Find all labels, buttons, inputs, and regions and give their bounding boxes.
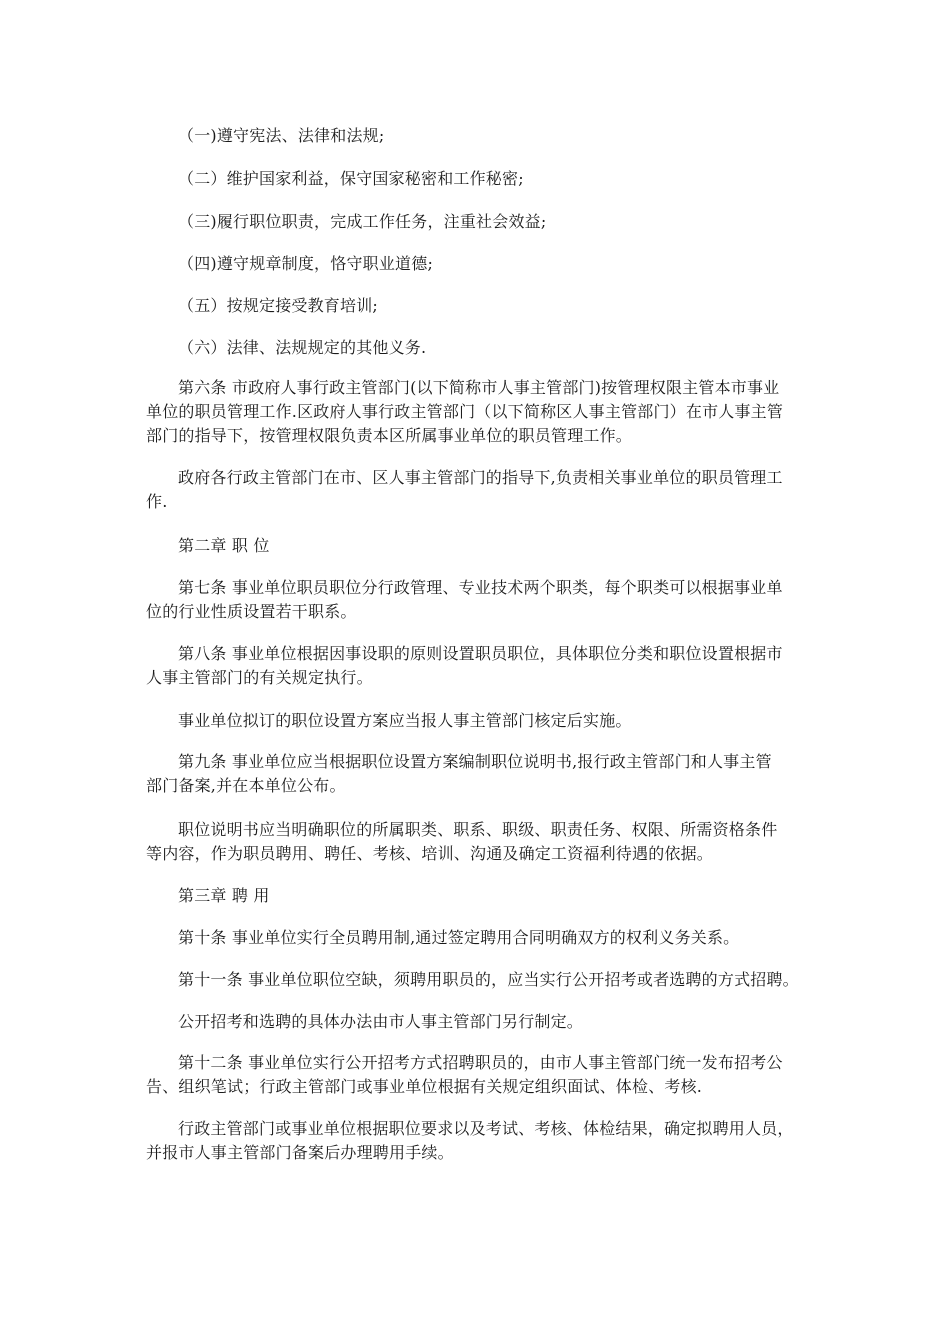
- text-line: 部门备案,并在本单位公布。: [146, 776, 346, 795]
- text-line: 公开招考和选聘的具体办法由市人事主管部门另行制定。: [178, 1012, 584, 1031]
- obligation-item-1: [146, 124, 858, 148]
- text-line: （五）按规定接受教育培训;: [178, 296, 378, 315]
- text-line: （四)遵守规章制度，恪守职业道德;: [178, 254, 434, 273]
- text-line: 第七条 事业单位职员职位分行政管理、专业技术两个职类，每个职类可以根据事业单: [178, 578, 783, 597]
- text-line: 位的行业性质设置若干职系。: [146, 602, 357, 621]
- text-line: 政府各行政主管部门在市、区人事主管部门的指导下,负责相关事业单位的职员管理工: [178, 468, 783, 487]
- text-line: （二）维护国家利益，保守国家秘密和工作秘密;: [178, 169, 524, 188]
- text-line: 单位的职员管理工作.区政府人事行政主管部门（以下简称区人事主管部门）在市人事主管: [146, 402, 784, 421]
- text-line: 第八条 事业单位根据因事设职的原则设置职员职位，具体职位分类和职位设置根据市: [178, 644, 783, 663]
- article-6-paragraph-2: [146, 466, 826, 514]
- article-10: [146, 926, 858, 950]
- article-12-paragraph-2: [146, 1117, 826, 1165]
- article-8-paragraph-2: [146, 709, 858, 733]
- article-12: [146, 1051, 826, 1099]
- article-9: [146, 750, 826, 798]
- text-line: 等内容，作为职员聘用、聘任、考核、培训、沟通及确定工资福利待遇的依据。: [146, 844, 714, 863]
- text-line: 作.: [146, 492, 168, 511]
- text-line: 告、组织笔试；行政主管部门或事业单位根据有关规定组织面试、体检、考核.: [146, 1077, 703, 1096]
- text-line: 第二章 职 位: [178, 536, 270, 555]
- obligation-item-2: [146, 167, 858, 191]
- article-9-paragraph-2: [146, 818, 826, 866]
- chapter-3-heading: [146, 884, 858, 908]
- text-line: 部门的指导下，按管理权限负责本区所属事业单位的职员管理工作。: [146, 426, 633, 445]
- article-11: [146, 968, 858, 992]
- article-6: [146, 376, 826, 448]
- text-line: （三)履行职位职责，完成工作任务，注重社会效益;: [178, 212, 547, 231]
- text-line: 并报市人事主管部门备案后办理聘用手续。: [146, 1143, 454, 1162]
- article-11-paragraph-2: [146, 1010, 858, 1034]
- text-line: 职位说明书应当明确职位的所属职类、职系、职级、职责任务、权限、所需资格条件: [178, 820, 778, 839]
- chapter-2-heading: [146, 534, 858, 558]
- text-line: 第十一条 事业单位职位空缺，须聘用职员的，应当实行公开招考或者选聘的方式招聘。: [178, 970, 799, 989]
- obligation-item-5: [146, 294, 858, 318]
- text-line: 行政主管部门或事业单位根据职位要求以及考试、考核、体检结果，确定拟聘用人员，: [178, 1119, 794, 1138]
- text-line: （六）法律、法规规定的其他义务.: [178, 338, 427, 357]
- text-line: 第九条 事业单位应当根据职位设置方案编制职位说明书,报行政主管部门和人事主管: [178, 752, 772, 771]
- text-line: 人事主管部门的有关规定执行。: [146, 668, 373, 687]
- obligation-item-4: [146, 252, 858, 276]
- text-line: 第十二条 事业单位实行公开招考方式招聘职员的，由市人事主管部门统一发布招考公: [178, 1053, 783, 1072]
- text-line: 事业单位拟订的职位设置方案应当报人事主管部门核定后实施。: [178, 711, 632, 730]
- obligation-item-3: [146, 210, 858, 234]
- obligation-item-6: [146, 336, 858, 360]
- text-line: 第十条 事业单位实行全员聘用制,通过签定聘用合同明确双方的权利义务关系。: [178, 928, 740, 947]
- article-7: [146, 576, 826, 624]
- text-line: 第三章 聘 用: [178, 886, 270, 905]
- article-8: [146, 642, 826, 690]
- text-line: （一)遵守宪法、法律和法规;: [178, 126, 385, 145]
- text-line: 第六条 市政府人事行政主管部门(以下简称市人事主管部门)按管理权限主管本市事业: [178, 378, 780, 397]
